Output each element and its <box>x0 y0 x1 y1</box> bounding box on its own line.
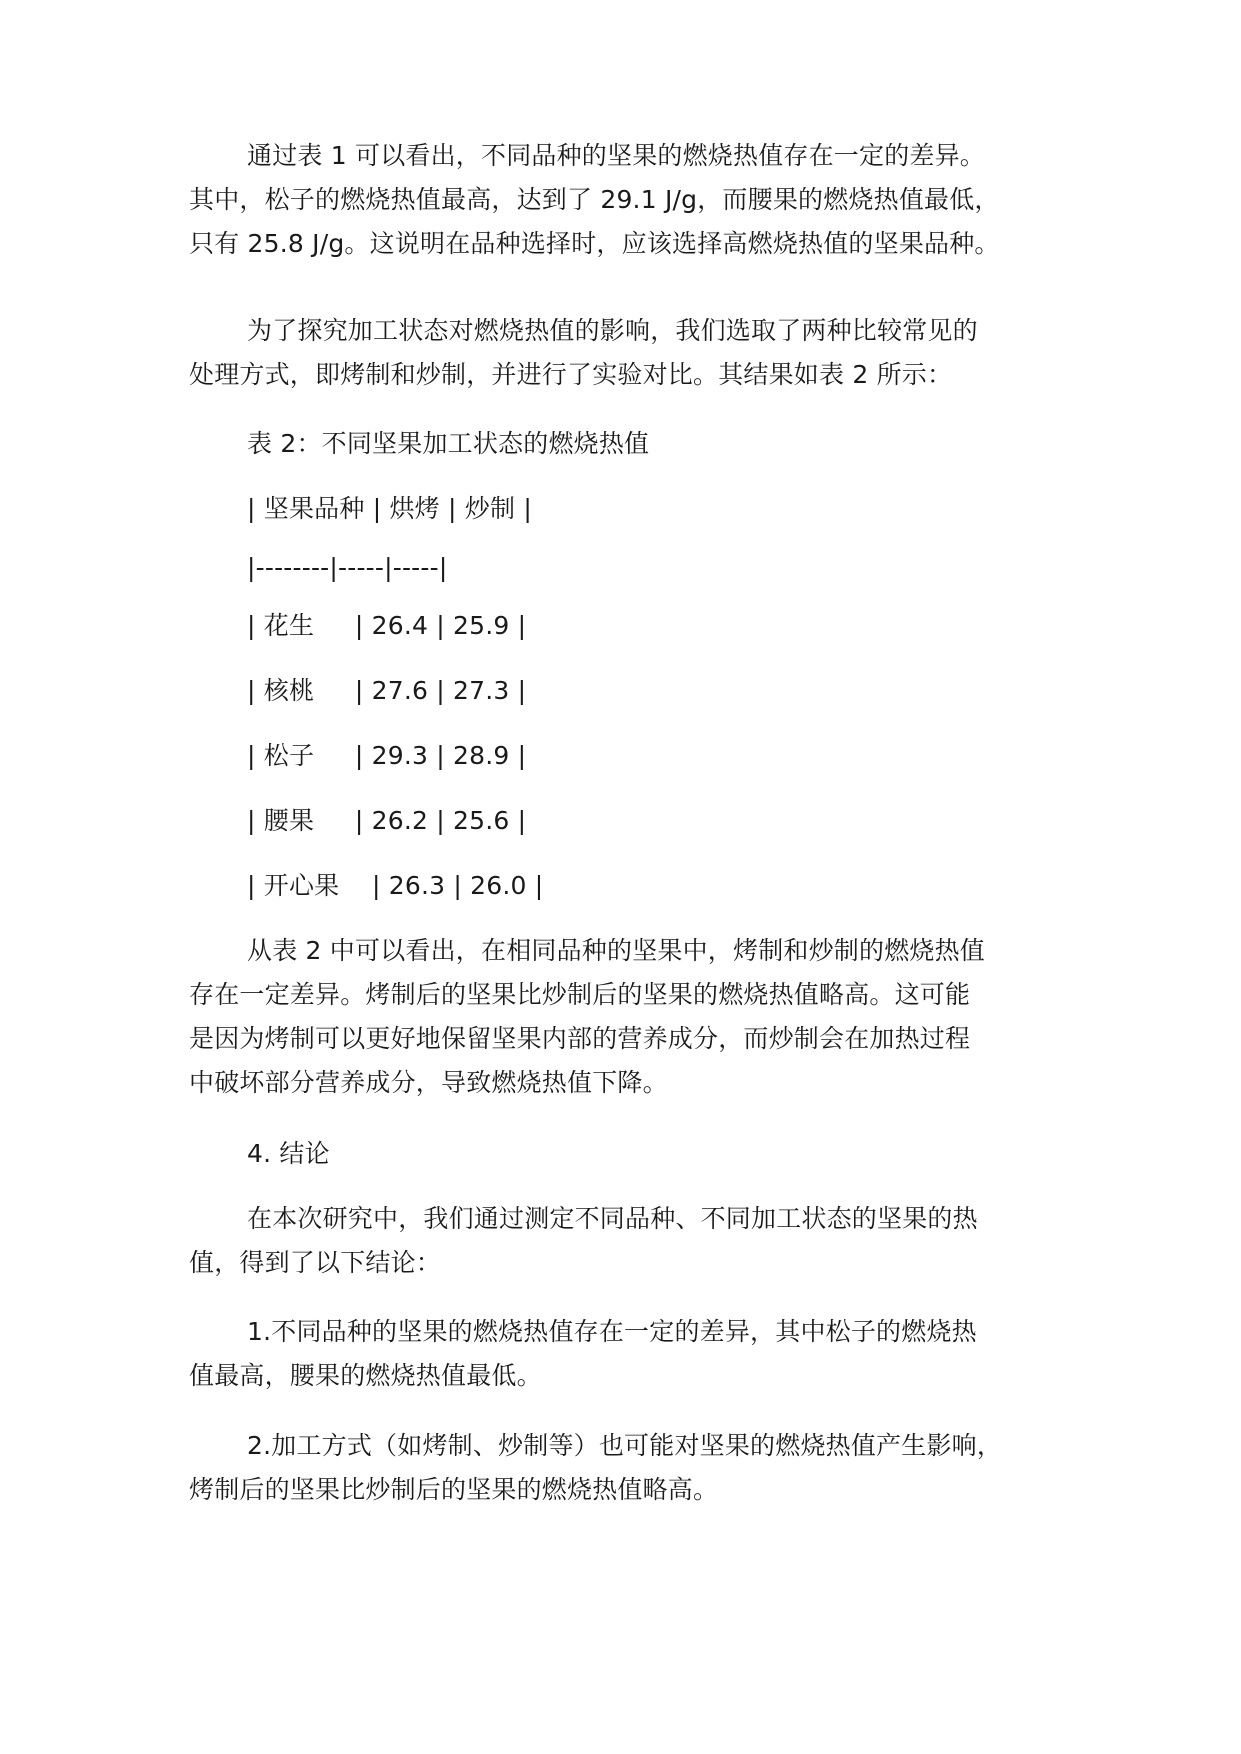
paragraph-line: 中破坏部分营养成分，导致燃烧热值下降。 <box>189 1068 668 1097</box>
paragraph-line: 存在一定差异。烤制后的坚果比炒制后的坚果的燃烧热值略高。这可能 <box>189 980 971 1009</box>
table-caption: 表 2：不同坚果加工状态的燃烧热值 <box>247 429 650 458</box>
table-row: | 腰果 | 26.2 | 25.6 | <box>247 806 527 835</box>
table-row: | 松子 | 29.3 | 28.9 | <box>247 741 527 770</box>
paragraph-line: 1.不同品种的坚果的燃烧热值存在一定的差异，其中松子的燃烧热 <box>247 1317 977 1346</box>
paragraph-line: 2.加工方式（如烤制、炒制等）也可能对坚果的燃烧热值产生影响， <box>247 1431 1003 1460</box>
table-row: | 核桃 | 27.6 | 27.3 | <box>247 676 527 705</box>
paragraph-line: 通过表 1 可以看出，不同品种的坚果的燃烧热值存在一定的差异。 <box>247 141 986 170</box>
paragraph-line: 为了探究加工状态对燃烧热值的影响，我们选取了两种比较常见的 <box>247 316 978 345</box>
paragraph-line: 值最高，腰果的燃烧热值最低。 <box>189 1361 542 1390</box>
table-row: | 花生 | 26.4 | 25.9 | <box>247 611 527 640</box>
section-heading: 4. 结论 <box>247 1139 330 1168</box>
paragraph-line: 烤制后的坚果比炒制后的坚果的燃烧热值略高。 <box>189 1475 719 1504</box>
paragraph-line: 值，得到了以下结论： <box>189 1248 442 1277</box>
table-row: | 开心果 | 26.3 | 26.0 | <box>247 871 544 900</box>
table-header-row: | 坚果品种 | 烘烤 | 炒制 | <box>247 494 532 523</box>
paragraph-line: 处理方式，即烤制和炒制，并进行了实验对比。其结果如表 2 所示： <box>189 360 953 389</box>
paragraph-line: 其中，松子的燃烧热值最高，达到了 29.1 J/g，而腰果的燃烧热值最低， <box>189 185 1000 214</box>
paragraph-line: 只有 25.8 J/g。这说明在品种选择时，应该选择高燃烧热值的坚果品种。 <box>189 229 1000 258</box>
paragraph-line: 是因为烤制可以更好地保留坚果内部的营养成分，而炒制会在加热过程 <box>189 1024 971 1053</box>
paragraph-line: 在本次研究中，我们通过测定不同品种、不同加工状态的坚果的热 <box>247 1204 978 1233</box>
paragraph-line: 从表 2 中可以看出，在相同品种的坚果中，烤制和炒制的燃烧热值 <box>247 936 986 965</box>
table-separator-row: |--------|-----|-----| <box>247 553 448 582</box>
